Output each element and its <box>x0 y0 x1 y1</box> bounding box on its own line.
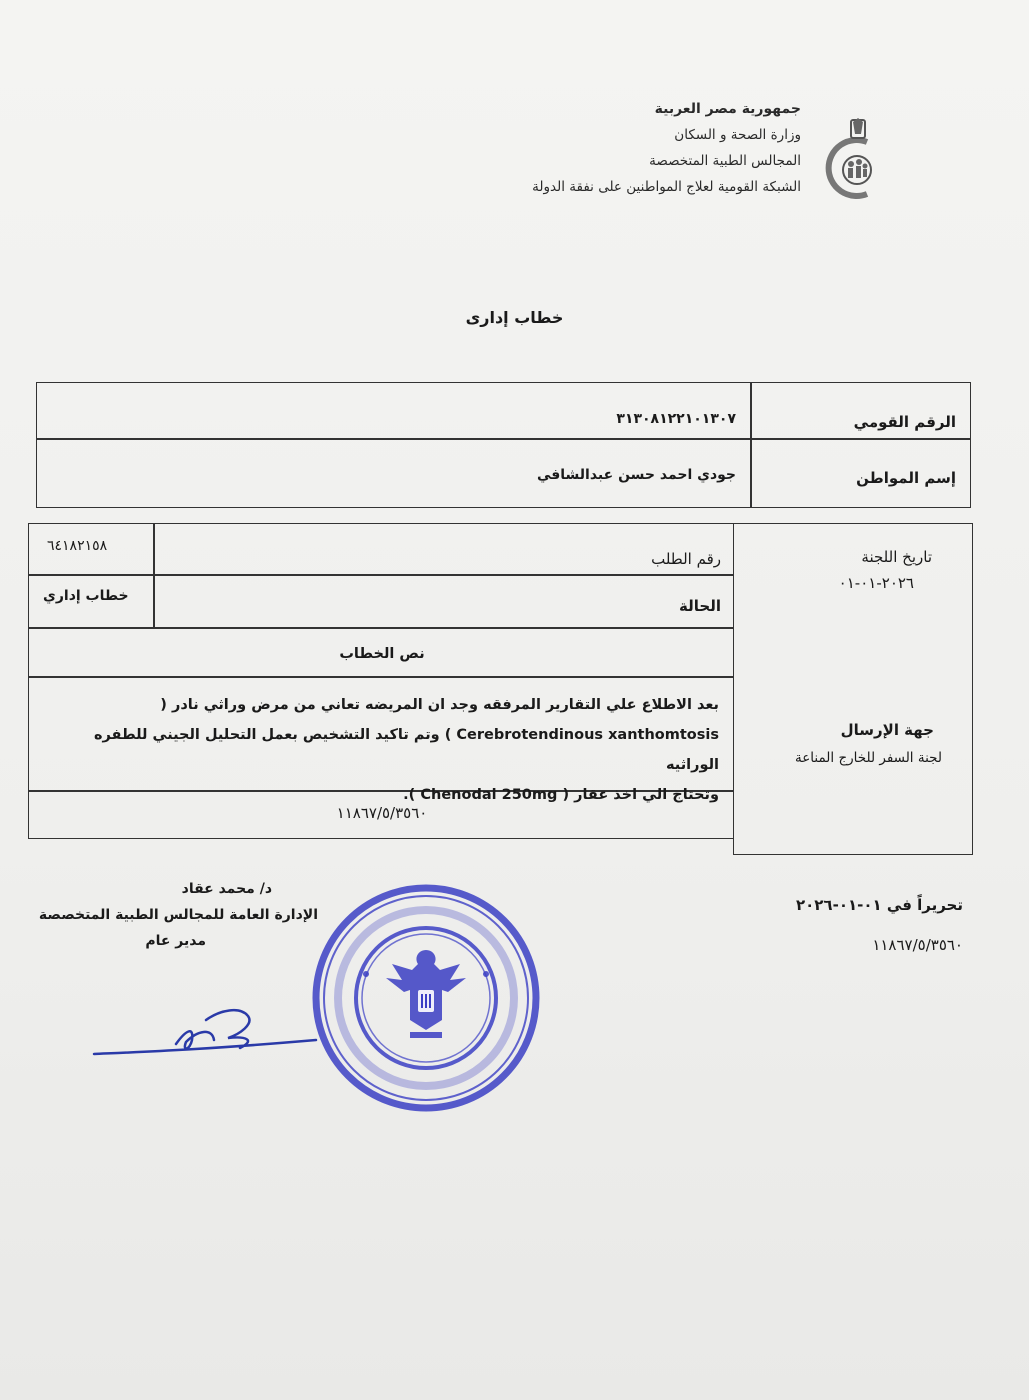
request-number-value: ٦٤١٨٢١٥٨ <box>47 538 108 554</box>
header-line-ministry: وزارة الصحة و السكان <box>674 127 801 143</box>
written-on-date: تحريراً في ٠١-٠١-٢٠٢٦ <box>795 896 963 914</box>
letterhead <box>421 96 801 200</box>
letter-body <box>39 690 719 810</box>
citizen-table <box>36 382 971 508</box>
status-value: خطاب إداري <box>43 588 129 604</box>
committee-box <box>733 523 973 855</box>
citizen-name-value: جودي احمد حسن عبدالشافي <box>536 467 736 483</box>
ministry-of-health-logo-icon <box>809 112 899 212</box>
citizen-name-label: إسم المواطن <box>856 469 956 487</box>
committee-date-label: تاريخ اللجنة <box>861 548 932 566</box>
destination-value: لجنة السفر للخارج المناعة <box>795 750 942 766</box>
status-label: الحالة <box>679 597 721 615</box>
destination-label: جهة الإرسال <box>840 721 934 739</box>
header-line-country: جمهورية مصر العربية <box>654 101 801 117</box>
header-line-network: الشبكة القومية لعلاج المواطنين على نفقة الدولة <box>532 179 801 195</box>
header-line-councils: المجالس الطبية المتخصصة <box>649 153 801 169</box>
letter-box <box>28 523 734 839</box>
letter-body-line3: وتحتاج الي اخذ عقار ( Chenodal 250mg ). <box>403 787 719 803</box>
document-title: خطاب إدارى <box>465 308 564 327</box>
national-id-value: ٣١٣٠٨١٢٢١٠١٣٠٧ <box>616 411 736 427</box>
handwritten-signature-icon <box>90 1000 320 1070</box>
signer-block <box>38 876 318 954</box>
signer-title: مدير عام <box>145 933 206 949</box>
footer-reference: ١١٨٦٧/٥/٣٥٦٠ <box>872 936 963 954</box>
letter-heading: نص الخطاب <box>339 646 425 662</box>
committee-date-value: ٢٠٢٦-٠١-٠١ <box>838 574 914 592</box>
signer-organization: الإدارة العامة للمجالس الطبية المتخصصة <box>38 907 318 923</box>
official-stamp-icon <box>306 878 546 1118</box>
request-number-label: رقم الطلب <box>651 550 721 568</box>
national-id-label: الرقم القومي <box>853 413 956 431</box>
letter-reference: ١١٨٦٧/٥/٣٥٦٠ <box>336 804 428 822</box>
signer-name: د/ محمد عقاد <box>181 881 272 897</box>
letter-body-line2: Cerebrotendinous xanthomtosis ) وتم تاكيد التشخيص بعمل التحليل الجيني للطفره الوراثيه <box>93 727 719 773</box>
letter-body-line1: بعد الاطلاع علي التقارير المرفقه وجد ان المريضه تعاني من مرض وراثي نادر ( <box>160 697 719 713</box>
